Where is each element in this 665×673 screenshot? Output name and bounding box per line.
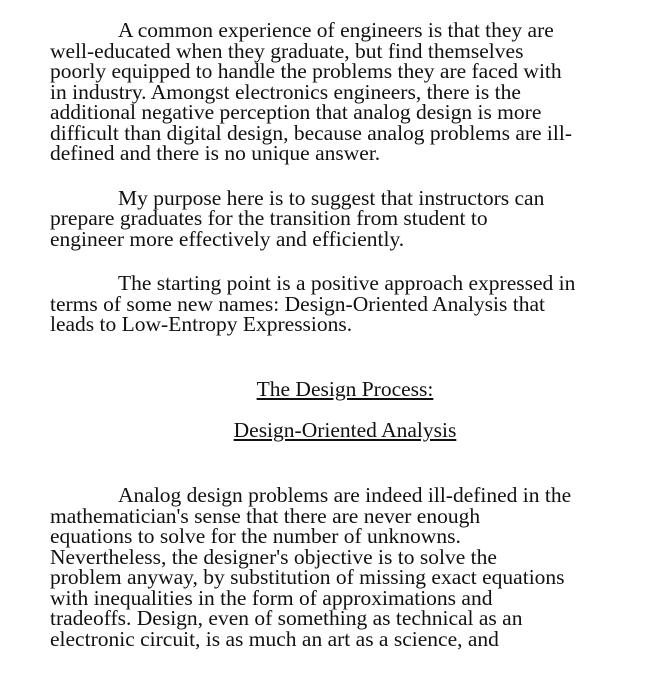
- paragraph-purpose: My purpose here is to suggest that instructors can prepare graduates for the transition from student to engineer more effectively and efficiently.: [50, 185, 545, 251]
- document-page: [50, 20, 640, 673]
- paragraph-analog-design: Analog design problems are indeed ill-defined in the mathematician's sense that there are never enough equations to solve for the number of unknowns. Nevertheless, the designer's objective is to solve the problem anyway, by substitution of missing exact equations with inequalities in the form of approximations and tradeoffs. Design, even of something as technical as an electronic circuit, is as much an art as a science, and: [50, 483, 572, 651]
- section-heading-line-2: Design-Oriented Analysis: [233, 418, 457, 442]
- section-heading-line-1: The Design Process:: [256, 377, 434, 401]
- paragraph-engineers-experience: A common experience of engineers is that they are well-educated when they graduate, but find themselves poorly equipped to handle the problems they are faced with in industry. Amongst electronics engineers, there is the additional negative perception that analog design is more difficult than digital design, because analog problems are ill- defined and there is no unique answer.: [50, 18, 573, 165]
- section-heading: [50, 359, 640, 462]
- paragraph-starting-point: The starting point is a positive approach expressed in terms of some new names: Design-Oriented Analysis that leads to Low-Entropy Expressions.: [50, 271, 576, 336]
